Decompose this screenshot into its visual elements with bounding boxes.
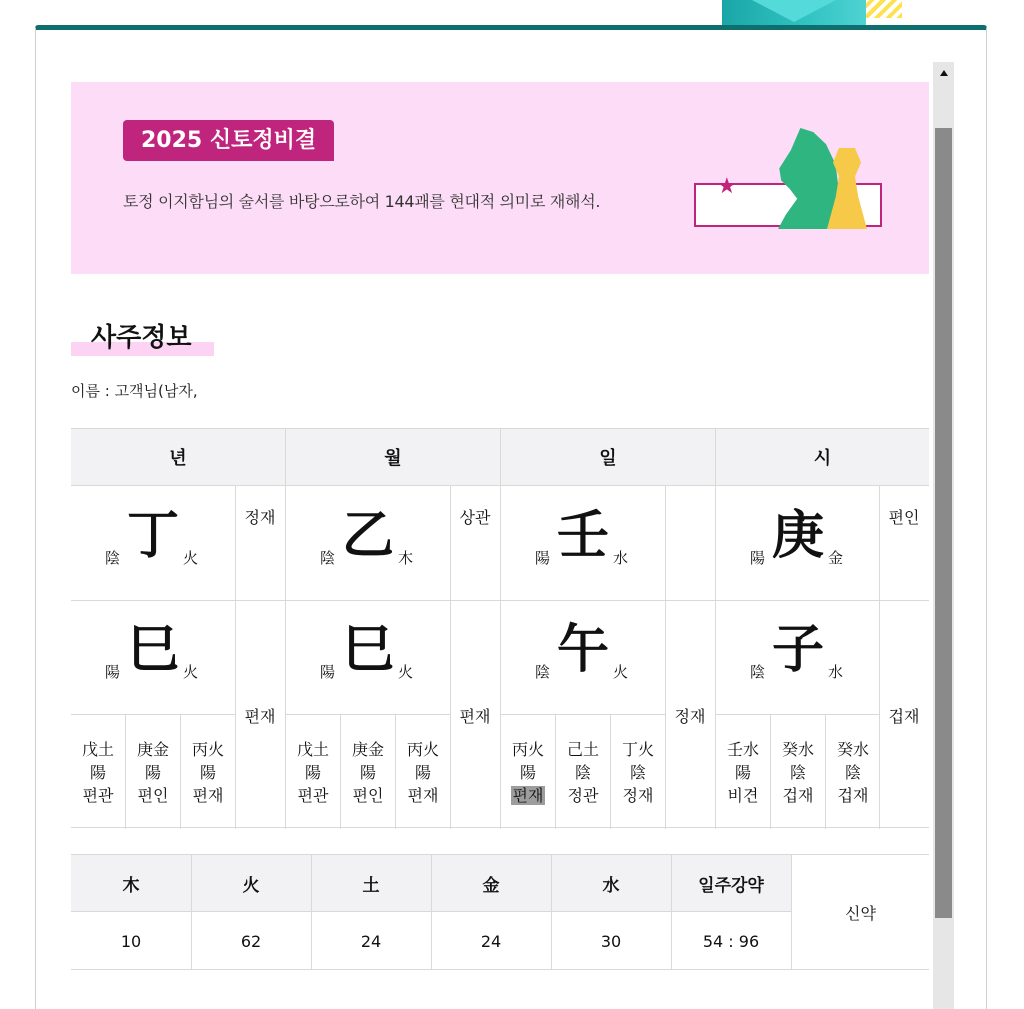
day-hidden-stem-3	[611, 715, 665, 829]
day-branch-yinyang: 陰	[535, 663, 551, 681]
hidden-yinyang: 陰	[789, 763, 806, 782]
hidden-yinyang: 陽	[144, 763, 161, 782]
element-header-metal: 金	[431, 855, 551, 912]
hidden-yinyang: 陰	[629, 763, 646, 782]
hidden-ten-god: 편인	[352, 786, 384, 805]
hidden-stem: 丙火	[191, 740, 224, 759]
month-hidden-stem-1	[286, 715, 340, 829]
hidden-stem: 丙火	[406, 740, 439, 759]
hidden-ten-god: 비견	[727, 786, 759, 805]
hour-hidden-stem-2	[771, 715, 825, 829]
hidden-ten-god-selected: 편재	[512, 786, 544, 805]
hidden-ten-god: 겁재	[782, 786, 814, 805]
top-decoration	[722, 0, 866, 26]
hour-branch-ten-god: 겁재	[888, 706, 920, 726]
hidden-ten-god: 정재	[622, 786, 654, 805]
hidden-yinyang: 陽	[519, 763, 536, 782]
element-header-strength: 일주강약	[671, 855, 791, 912]
element-value-earth: 24	[360, 932, 382, 951]
year-hidden-stem-2	[126, 715, 180, 829]
hidden-ten-god: 편재	[192, 786, 224, 805]
hidden-stem: 丁火	[621, 740, 654, 759]
hour-branch-element: 水	[828, 663, 844, 681]
month-branch-ten-god: 편재	[459, 706, 491, 726]
element-header-wood: 木	[71, 855, 191, 912]
year-branch-ten-god: 편재	[244, 706, 276, 726]
day-stem-yinyang: 陽	[535, 549, 551, 567]
header-month: 월	[286, 429, 500, 486]
hidden-ten-god: 편관	[297, 786, 329, 805]
month-stem-cell	[286, 487, 450, 600]
year-hidden-stem-1	[71, 715, 125, 829]
hour-stem-yinyang: 陽	[750, 549, 766, 567]
hour-hidden-stem-1	[716, 715, 770, 829]
hour-stem-element: 金	[828, 549, 844, 567]
customer-name-line: 이름 : 고객님(남자,	[71, 382, 198, 400]
hidden-yinyang: 陽	[304, 763, 321, 782]
month-stem-yinyang: 陰	[320, 549, 336, 567]
arrow-up-icon	[940, 70, 948, 76]
day-stem-cell	[501, 487, 665, 600]
hidden-stem: 丙火	[511, 740, 544, 759]
hidden-stem: 庚金	[351, 740, 384, 759]
month-branch-char: 巳	[342, 620, 395, 680]
hour-hidden-stem-3	[826, 715, 880, 829]
banner	[71, 82, 929, 274]
element-value-fire: 62	[240, 932, 262, 951]
element-header-fire: 火	[191, 855, 311, 912]
month-stem-ten-god: 상관	[459, 508, 491, 527]
day-branch-element: 火	[613, 663, 629, 681]
day-branch-ten-god: 정재	[674, 706, 706, 726]
day-branch-char: 午	[557, 620, 610, 680]
day-stem-char: 壬	[557, 506, 610, 566]
hour-branch-char: 子	[772, 620, 825, 680]
element-value-strength: 54 : 96	[702, 932, 760, 951]
star-icon: ★	[717, 174, 737, 199]
hidden-stem: 戊土	[81, 740, 114, 759]
year-stem-ten-god: 정재	[244, 508, 276, 527]
year-stem-char: 丁	[127, 506, 180, 566]
hidden-yinyang: 陽	[414, 763, 431, 782]
hidden-yinyang: 陽	[89, 763, 106, 782]
five-elements-table	[71, 854, 929, 970]
hidden-ten-god: 편재	[407, 786, 439, 805]
hidden-stem: 癸水	[836, 740, 869, 759]
month-hidden-stem-3	[396, 715, 450, 829]
month-branch-cell	[286, 601, 450, 714]
banner-description: 토정 이지함님의 술서를 바탕으로하여 144괘를 현대적 의미로 재해석.	[123, 192, 601, 211]
year-stem-element: 火	[183, 549, 199, 567]
month-branch-element: 火	[398, 663, 414, 681]
year-branch-char: 巳	[127, 620, 180, 680]
hour-branch-yinyang: 陰	[750, 663, 766, 681]
year-stem-yinyang: 陰	[105, 549, 121, 567]
day-stem-element: 水	[613, 549, 629, 567]
hidden-ten-god: 편관	[82, 786, 114, 805]
hidden-stem: 壬水	[726, 740, 759, 759]
hidden-ten-god: 정관	[567, 786, 599, 805]
top-stripes-decoration	[866, 0, 902, 18]
month-hidden-stem-2	[341, 715, 395, 829]
hidden-yinyang: 陽	[199, 763, 216, 782]
element-header-earth: 土	[311, 855, 431, 912]
saju-table	[71, 428, 929, 828]
banner-badge: 2025 신토정비결	[123, 120, 334, 161]
hidden-yinyang: 陽	[734, 763, 751, 782]
year-branch-element: 火	[183, 663, 199, 681]
element-header-water: 水	[551, 855, 671, 912]
day-stem-ten-god	[665, 487, 715, 600]
year-branch-cell	[71, 601, 235, 714]
hidden-ten-god: 편인	[137, 786, 169, 805]
month-branch-yinyang: 陽	[320, 663, 336, 681]
strength-result: 신약	[845, 904, 876, 923]
hour-stem-ten-god: 편인	[888, 508, 920, 527]
hidden-yinyang: 陰	[574, 763, 591, 782]
day-hidden-stem-2	[556, 715, 610, 829]
hidden-stem: 己土	[566, 740, 599, 759]
header-year: 년	[71, 429, 285, 486]
header-hour: 시	[716, 429, 929, 486]
month-stem-element: 木	[398, 549, 414, 567]
year-branch-yinyang: 陽	[105, 663, 121, 681]
month-stem-char: 乙	[342, 506, 395, 566]
section-title	[71, 320, 214, 358]
hidden-yinyang: 陰	[844, 763, 861, 782]
day-branch-cell	[501, 601, 665, 714]
hidden-stem: 癸水	[781, 740, 814, 759]
day-hidden-stem-1	[501, 715, 555, 829]
hidden-stem: 戊土	[296, 740, 329, 759]
year-hidden-stem-3	[181, 715, 235, 829]
year-stem-cell	[71, 487, 235, 600]
hidden-stem: 庚金	[136, 740, 169, 759]
element-value-water: 30	[600, 932, 622, 951]
hour-branch-cell	[716, 601, 880, 714]
element-value-metal: 24	[480, 932, 502, 951]
element-value-wood: 10	[120, 932, 142, 951]
section-title-text: 사주정보	[91, 323, 192, 353]
scrollbar-thumb[interactable]	[935, 128, 952, 918]
scrollbar[interactable]	[933, 62, 954, 1009]
hour-stem-cell	[716, 487, 880, 600]
hidden-yinyang: 陽	[359, 763, 376, 782]
header-day: 일	[501, 429, 715, 486]
scroll-up-button[interactable]	[933, 62, 954, 84]
hour-stem-char: 庚	[772, 506, 825, 566]
hidden-ten-god: 겁재	[837, 786, 869, 805]
